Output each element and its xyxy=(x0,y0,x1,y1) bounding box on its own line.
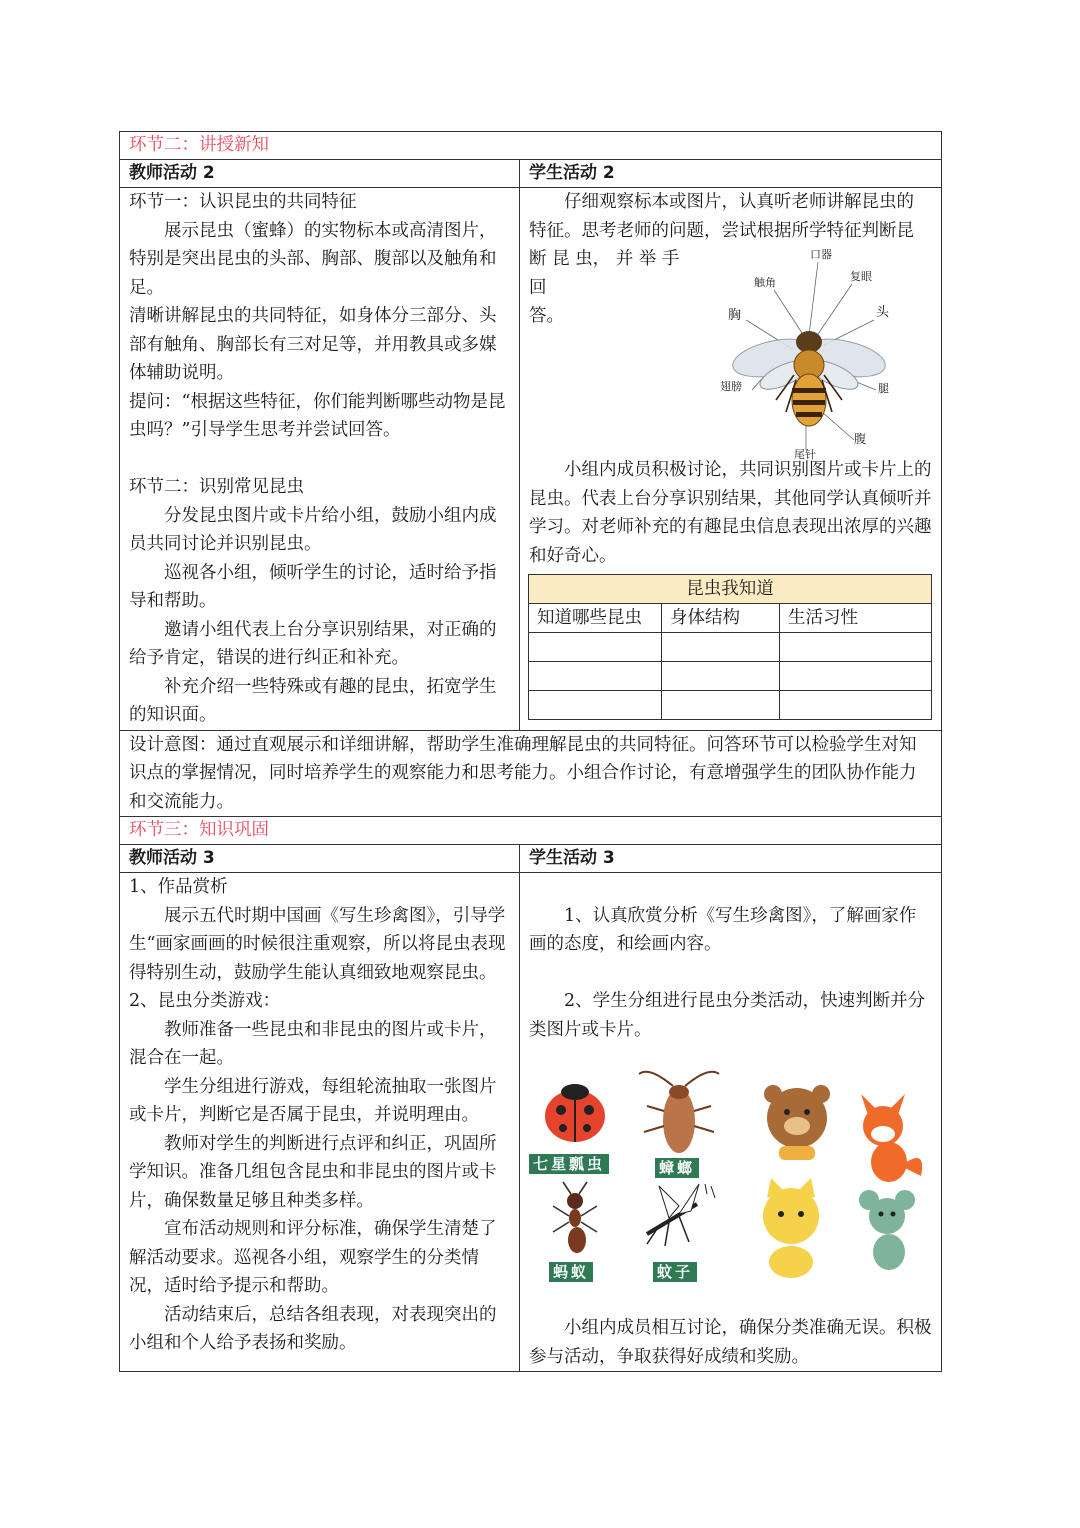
teacher2-sub2: 环节二：识别常见昆虫 xyxy=(129,477,304,497)
teacher2-p3: 提问：“根据这些特征，你们能判断哪些动物是昆虫吗？”引导学生思考并尝试回答。 xyxy=(129,391,506,440)
know-table-row xyxy=(529,662,932,691)
teacher2-sub1: 环节一：认识昆虫的共同特征 xyxy=(129,192,357,212)
lesson-plan-page xyxy=(119,131,941,1372)
card-label-mosquito: 蚊子 xyxy=(653,1262,697,1282)
teacher2-p6: 邀请小组代表上台分享识别结果，对正确的给予肯定，错误的进行纠正和补充。 xyxy=(129,619,497,668)
card-label-cockroach: 蟑螂 xyxy=(655,1158,699,1178)
lesson-table xyxy=(119,131,942,1372)
teacher-activity3-header: 教师活动 3 xyxy=(120,845,520,873)
section3-title: 环节三：知识巩固 xyxy=(120,817,942,845)
fox-icon xyxy=(861,1094,922,1182)
student-activity3-cell xyxy=(520,873,942,1372)
teacher3-h1: 1、作品赏析 xyxy=(129,877,228,897)
teacher3-p3: 学生分组进行游戏，每组轮流抽取一张图片或卡片，判断它是否属于昆虫，并说明理由。 xyxy=(129,1076,497,1125)
mouse-icon xyxy=(859,1190,915,1270)
student3-p3: 小组内成员相互讨论，确保分类准确无误。积极参与活动，争取获得好成绩和奖励。 xyxy=(529,1318,932,1367)
cat-icon xyxy=(763,1178,819,1278)
cockroach-icon xyxy=(639,1072,719,1153)
student-activity2-header: 学生活动 2 xyxy=(520,160,942,188)
bee-label-head: 头 xyxy=(876,305,890,320)
teacher-activity2-cell xyxy=(120,188,520,731)
insect-know-table xyxy=(528,574,932,720)
teacher-activity3-cell xyxy=(120,873,520,1372)
bee-label-antenna: 触角 xyxy=(754,276,776,289)
bee-label-wing: 翅膀 xyxy=(720,380,742,393)
bee-label-leg: 腿 xyxy=(878,382,889,395)
teacher2-p2: 清晰讲解昆虫的共同特征，如身体分三部分、头部有触角、胸部长有三对足等，并用教具或多媒体辅助说明。 xyxy=(129,306,497,383)
student-activity3-header: 学生活动 3 xyxy=(520,845,942,873)
teacher3-p2: 教师准备一些昆虫和非昆虫的图片或卡片，混合在一起。 xyxy=(129,1019,497,1068)
teacher3-h2: 2、昆虫分类游戏： xyxy=(129,991,281,1011)
student3-p1: 1、认真欣赏分析《写生珍禽图》，了解画家作画的态度，和绘画内容。 xyxy=(529,905,917,954)
ant-icon xyxy=(553,1182,597,1253)
know-table-title: 昆虫我知道 xyxy=(529,575,932,604)
teacher2-p5: 巡视各小组，倾听学生的讨论，适时给予指导和帮助。 xyxy=(129,562,497,611)
teacher2-p7: 补充介绍一些特殊或有趣的昆虫，拓宽学生的知识面。 xyxy=(129,676,497,725)
bee-label-thorax: 胸 xyxy=(728,308,742,323)
ladybug-icon xyxy=(545,1084,605,1142)
card-label-ant: 蚂蚁 xyxy=(549,1262,593,1282)
student2-p1-tail: 断 昆 虫， 并 举 手 回 答。 xyxy=(529,249,680,326)
bee-label-compound-eye: 复眼 xyxy=(850,270,872,283)
know-table-row xyxy=(529,691,932,720)
bee-diagram xyxy=(714,240,904,462)
bee-label-stinger: 尾针 xyxy=(794,448,816,461)
student2-p1-lines: 仔细观察标本或图片，认真听老师讲解昆虫的特征。思考老师的问题，尝试根据所学特征判断昆 xyxy=(529,192,914,241)
bear-icon xyxy=(764,1085,830,1160)
teacher3-p5: 宣布活动规则和评分标准，确保学生清楚了解活动要求。巡视各小组，观察学生的分类情况，适时给予提示和帮助。 xyxy=(129,1219,497,1296)
section2-title: 环节二：讲授新知 xyxy=(120,132,942,160)
teacher2-p1: 展示昆虫（蜜蜂）的实物标本或高清图片，特别是突出昆虫的头部、胸部、腹部以及触角和足。 xyxy=(129,220,497,298)
know-table-header: 生活习性 xyxy=(780,604,932,633)
insect-cards-image xyxy=(529,1066,932,1294)
mosquito-icon xyxy=(647,1184,715,1246)
teacher2-p4: 分发昆虫图片或卡片给小组，鼓励小组内成员共同讨论并识别昆虫。 xyxy=(129,505,497,554)
design-intent: 设计意图：通过直观展示和详细讲解，帮助学生准确理解昆虫的共同特征。问答环节可以检验学生对知识点的掌握情况，同时培养学生的观察能力和思考能力。小组合作讨论，有意增强学生的团队协作能力和交流能力。 xyxy=(120,730,942,817)
teacher3-p4: 教师对学生的判断进行点评和纠正，巩固所学知识。准备几组包含昆虫和非昆虫的图片或卡片，确保数量足够且种类多样。 xyxy=(129,1133,497,1211)
know-table-header: 知道哪些昆虫 xyxy=(529,604,662,633)
know-table-header: 身体结构 xyxy=(662,604,780,633)
animal-illustrations xyxy=(529,1066,933,1294)
student3-p2: 2、学生分组进行昆虫分类活动，快速判断并分类图片或卡片。 xyxy=(529,991,926,1040)
student-activity2-cell xyxy=(520,188,942,731)
know-table-row xyxy=(529,633,932,662)
bee-label-mouth: 口器 xyxy=(810,248,832,261)
teacher-activity2-header: 教师活动 2 xyxy=(120,160,520,188)
bee-label-abdomen: 腹 xyxy=(854,432,867,446)
card-label-ladybug: 七星瓢虫 xyxy=(529,1154,609,1174)
teacher3-p1: 展示五代时期中国画《写生珍禽图》，引导学生“画家画画的时候很注重观察，所以将昆虫表现得特别生动，鼓励学生能认真细致地观察昆虫。 xyxy=(129,905,506,983)
teacher3-p6: 活动结束后，总结各组表现，对表现突出的小组和个人给予表扬和奖励。 xyxy=(129,1304,497,1353)
student2-p2: 小组内成员积极讨论，共同识别图片或卡片上的昆虫。代表上台分享识别结果，其他同学认真倾听并学习。对老师补充的有趣昆虫信息表现出浓厚的兴趣和好奇心。 xyxy=(529,460,932,566)
